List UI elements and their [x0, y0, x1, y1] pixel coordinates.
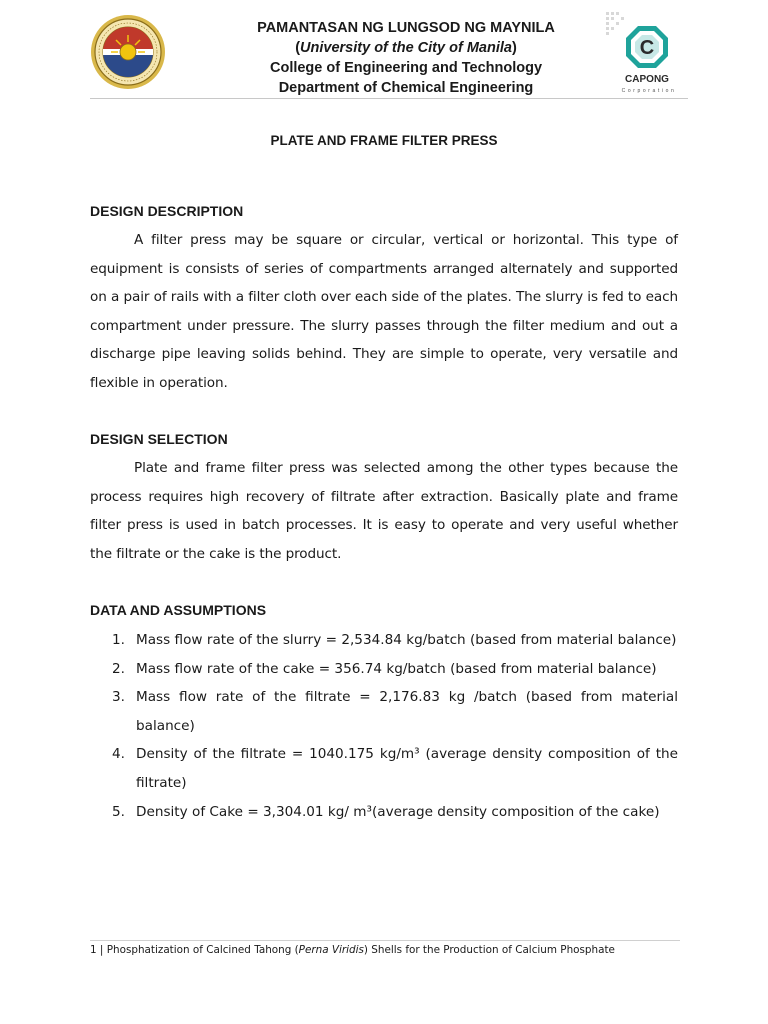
- university-name: PAMANTASAN NG LUNGSOD NG MAYNILA: [257, 20, 555, 36]
- logo-letter: C: [639, 37, 655, 59]
- logo-name: CAPONG: [625, 74, 669, 85]
- list-item: 5. Density of Cake = 3,304.01 kg/ m³(average density composition of the cake): [112, 803, 660, 820]
- footer-divider: [90, 940, 680, 941]
- list-item: 4. Density of the filtrate = 1040.175 kg/m³ (average density composition of the filtrate): [112, 746, 678, 791]
- paragraph-design-description: A filter press may be square or circular, vertical or horizontal. This type of equipment is consists of series of compartments arranged alternately and supported on a pair of rails with a filter cloth over each side of the plates. The slurry is fed to each compartment under pressure. The slurry passes through the filter medium and out a discharge pipe leaving solids behind. They are simple to operate, very versatile and flexible in operation.: [90, 232, 678, 391]
- paragraph-design-selection: Plate and frame filter press was selected among the other types because the process requires high recovery of filtrate after extraction. Basically plate and frame filter press is used in batch processes. It is easy to operate and very useful whether the filtrate or the cake is the product.: [90, 460, 678, 562]
- section-heading-design-description: DESIGN DESCRIPTION: [90, 203, 244, 219]
- section-heading-design-selection: DESIGN SELECTION: [90, 431, 228, 447]
- capong-logo: [600, 8, 692, 96]
- page-footer: 1 | Phosphatization of Calcined Tahong (Perna Viridis) Shells for the Production of Calcium Phosphate: [90, 944, 615, 956]
- letterhead: [180, 18, 632, 98]
- page-number: 1: [90, 944, 97, 956]
- section-heading-data-assumptions: DATA AND ASSUMPTIONS: [90, 602, 267, 618]
- document-title: PLATE AND FRAME FILTER PRESS: [270, 133, 498, 148]
- department-name: Department of Chemical Engineering: [278, 80, 534, 96]
- assumptions-list: [90, 626, 678, 826]
- university-seal-icon: [88, 12, 168, 92]
- list-item: 1. Mass flow rate of the slurry = 2,534.84 kg/batch (based from material balance): [112, 632, 677, 648]
- dots-pattern-icon: [606, 12, 624, 35]
- university-english-name: (University of the City of Manila): [295, 40, 517, 56]
- college-name: College of Engineering and Technology: [269, 60, 543, 76]
- list-item: 2. Mass flow rate of the cake = 356.74 kg/batch (based from material balance): [112, 660, 657, 677]
- logo-subtitle: Corporation: [621, 88, 677, 94]
- header-divider: [90, 98, 688, 99]
- list-item: 3. Mass flow rate of the filtrate = 2,176.83 kg /batch (based from material balance): [112, 689, 678, 734]
